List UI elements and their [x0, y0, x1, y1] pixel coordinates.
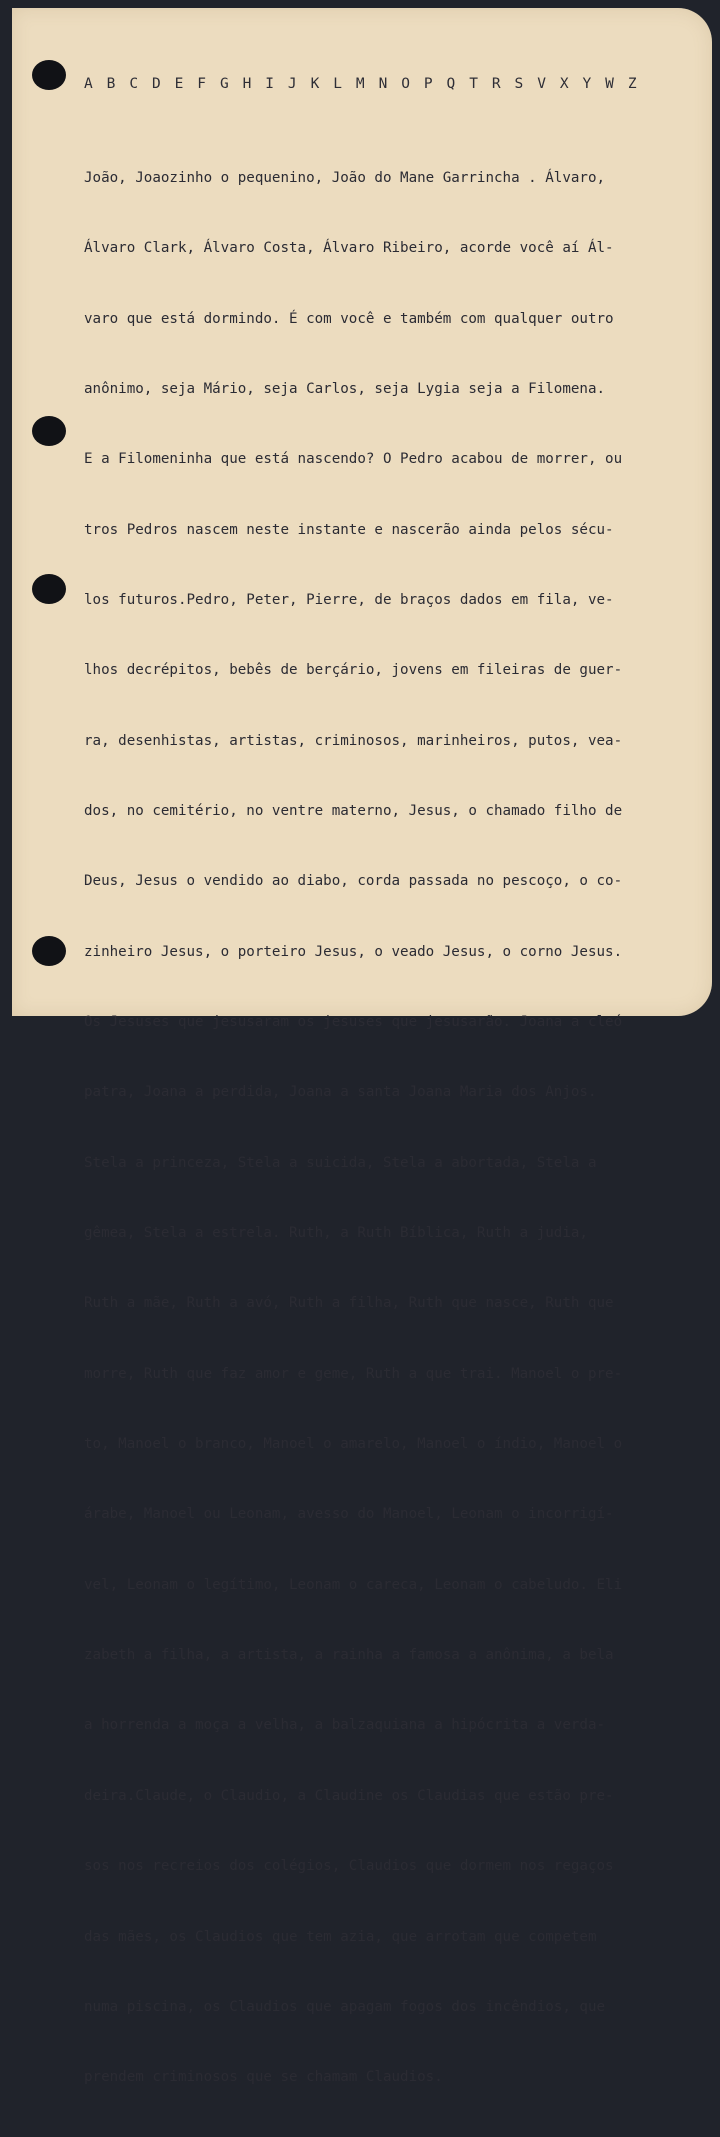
- text-line: prendem criminosos que se chamam Claudios.: [84, 2069, 443, 2086]
- text-line: Ruth a mãe, Ruth a avó, Ruth a filha, Ruth que nasce, Ruth que: [84, 1295, 614, 1312]
- text-line: gêmea, Stela a estrela. Ruth, a Ruth Bíblica, Ruth a judia,: [84, 1225, 588, 1242]
- text-line: zinheiro Jesus, o porteiro Jesus, o veado Jesus, o corno Jesus.: [84, 943, 623, 960]
- text-line: Álvaro Clark, Álvaro Costa, Álvaro Ribeiro, acorde você aí Ál-: [84, 240, 614, 257]
- text-line: Stela a princeza, Stela a suicida, Stela a abortada, Stela a: [84, 1154, 597, 1171]
- text-line: dos, no cemitério, no ventre materno, Jesus, o chamado filho de: [84, 803, 623, 819]
- text-line: morre, Ruth que faz amor e geme, Ruth a que trai. Manoel o pre-: [84, 1365, 623, 1382]
- text-line: João, Joaozinho o pequenino, João do Mane Garrincha . Álvaro,: [84, 169, 606, 186]
- punch-hole-3: [32, 574, 66, 604]
- text-line: das mães, os Claudios que tem azia, que arrotam que competem: [84, 1928, 597, 1945]
- text-line: deira.Claude, o Claudio, a Claudine os Claudias que estão pre-: [84, 1787, 614, 1804]
- typewritten-page: [12, 8, 712, 2086]
- text-line: vel, Leonam o legítimo, Leonam o careca, Leonam o cabeludo. Eli: [84, 1576, 623, 1593]
- text-line: lhos decrépitos, bebês de berçário, jovens em fileiras de guer-: [84, 662, 623, 679]
- text-line: sos nos recreios dos colégios, Claudios que dormem nos regaços: [84, 1858, 614, 1875]
- text-line: to, Manoel o branco, Manoel o amarelo, Manoel o índio, Manoel o: [84, 1436, 623, 1453]
- text-line: a horrenda a moça a velha, a balzaquiana a hipócrita a verda-: [84, 1717, 606, 1734]
- text-line: Os Jesuses que jesusaram os jesuses que jesusarão. Joana a cleó: [84, 1014, 623, 1031]
- text-line: zabeth a filha, a artista, a rainha a famosa a anônima, a bela: [84, 1647, 614, 1664]
- text-line: E a Filomeninha que está nascendo? O Pedro acabou de morrer, ou: [84, 451, 623, 468]
- text-line: varo que está dormindo. É com você e também com qualquer outro: [84, 310, 614, 327]
- text-line: árabe, Manoel ou Leonam, avesso do Manoel, Leonam o incorrigí-: [84, 1506, 614, 1523]
- text-line: Deus, Jesus o vendido ao diabo, corda passada no pescoço, o co-: [84, 873, 623, 890]
- text-line: los futuros.Pedro, Peter, Pierre, de braços dados em fila, ve-: [84, 591, 614, 608]
- punch-hole-1: [32, 60, 66, 90]
- text-line: patra, Joana a perdida, Joana a santa Joana Maria dos Anjos.: [84, 1084, 597, 1101]
- text-line: anônimo, seja Mário, seja Carlos, seja Lygia seja a Filomena.: [84, 380, 606, 397]
- punch-hole-2: [32, 416, 66, 446]
- punch-hole-4: [32, 936, 66, 966]
- text-line: numa piscina, os Claudios que apagam fogos dos incêndios, que: [84, 1998, 606, 2015]
- body-text: [84, 120, 704, 2137]
- text-line: tros Pedros nascem neste instante e nascerão ainda pelos sécu-: [84, 521, 614, 538]
- alphabet-header: A B C D E F G H I J K L M N O P Q T R S V X Y W Z: [84, 76, 640, 92]
- text-line: ra, desenhistas, artistas, criminosos, marinheiros, putos, vea-: [84, 732, 623, 749]
